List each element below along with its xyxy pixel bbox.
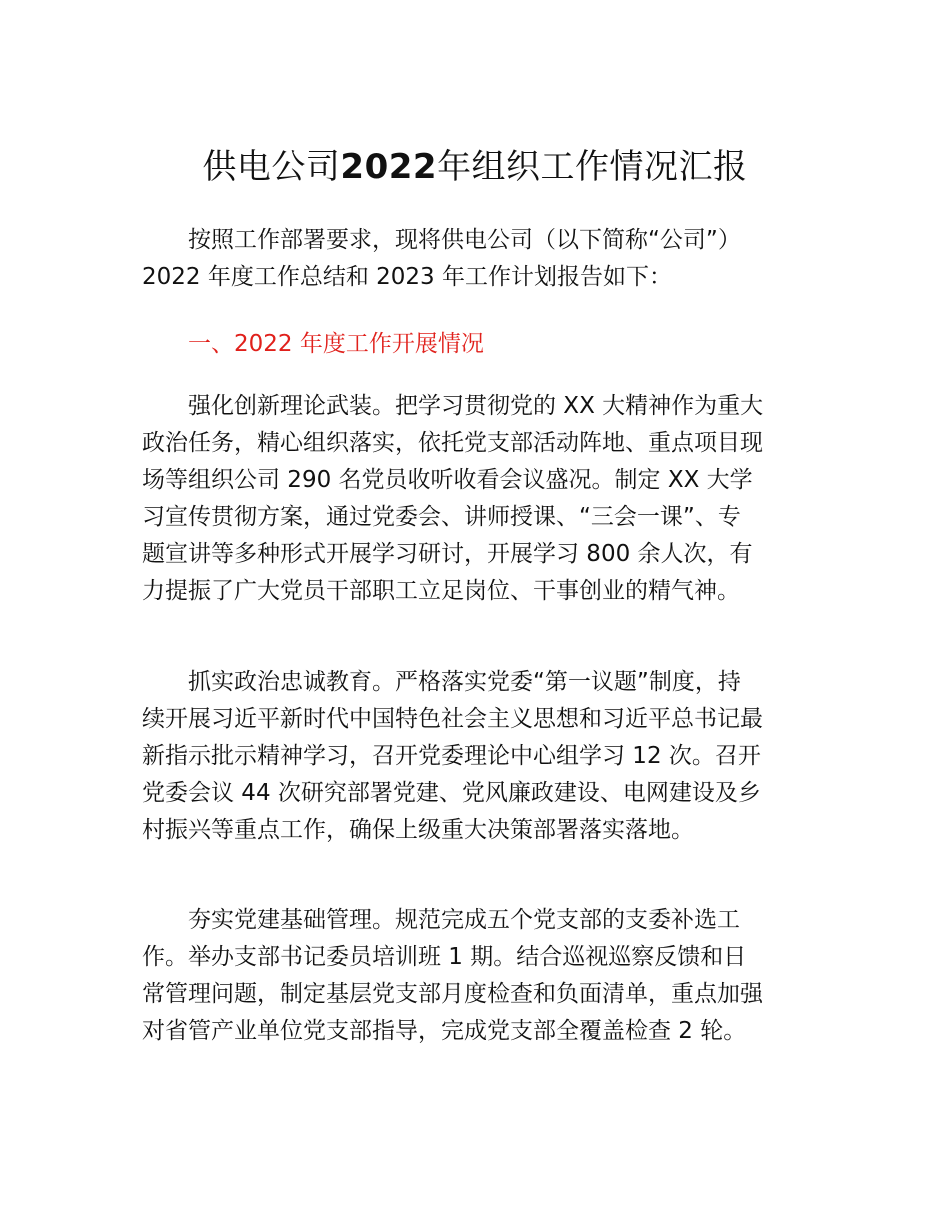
intro-paragraph xyxy=(142,222,812,296)
paragraph-line: 党委会议 44 次研究部署党建、党风廉政建设、电网建设及乡 xyxy=(142,780,761,806)
paragraph-line: 夯实党建基础管理。规范完成五个党支部的支委补选工 xyxy=(188,907,740,933)
title-year: 2022 xyxy=(340,147,438,187)
paragraph-line: 作。举办支部书记委员培训班 1 期。结合巡视巡察反馈和日 xyxy=(142,944,747,970)
paragraph-innovation-theory xyxy=(142,388,812,610)
section-heading: 一、2022 年度工作开展情况 xyxy=(188,331,484,357)
title-suffix: 年组织工作情况汇报 xyxy=(437,147,748,187)
paragraph-line: 政治任务，精心组织落实，依托党支部活动阵地、重点项目现 xyxy=(142,430,763,456)
intro-line: 2022 年度工作总结和 2023 年工作计划报告如下： xyxy=(142,264,672,290)
intro-line: 按照工作部署要求，现将供电公司（以下简称“公司”） xyxy=(188,227,741,253)
paragraph-line: 场等组织公司 290 名党员收听收看会议盛况。制定 XX 大学 xyxy=(142,467,753,493)
paragraph-line: 习宣传贯彻方案，通过党委会、讲师授课、“三会一课”、专 xyxy=(142,504,741,530)
paragraph-line: 常管理问题，制定基层党支部月度检查和负面清单，重点加强 xyxy=(142,981,763,1007)
paragraph-line: 村振兴等重点工作，确保上级重大决策部署落实落地。 xyxy=(142,817,694,843)
paragraph-line: 新指示批示精神学习，召开党委理论中心组学习 12 次。召开 xyxy=(142,743,761,769)
paragraph-party-building xyxy=(142,902,812,1050)
paragraph-line: 力提振了广大党员干部职工立足岗位、干事创业的精气神。 xyxy=(142,578,740,604)
document-title xyxy=(0,140,950,194)
title-prefix: 供电公司 xyxy=(202,147,341,187)
paragraph-political-loyalty xyxy=(142,664,812,849)
paragraph-line: 题宣讲等多种形式开展学习研讨，开展学习 800 余人次，有 xyxy=(142,541,753,567)
paragraph-line: 对省管产业单位党支部指导，完成党支部全覆盖检查 2 轮。 xyxy=(142,1018,747,1044)
paragraph-line: 强化创新理论武装。把学习贯彻党的 XX 大精神作为重大 xyxy=(188,393,764,419)
paragraph-line: 抓实政治忠诚教育。严格落实党委“第一议题”制度，持 xyxy=(188,669,741,695)
paragraph-line: 续开展习近平新时代中国特色社会主义思想和习近平总书记最 xyxy=(142,706,763,732)
